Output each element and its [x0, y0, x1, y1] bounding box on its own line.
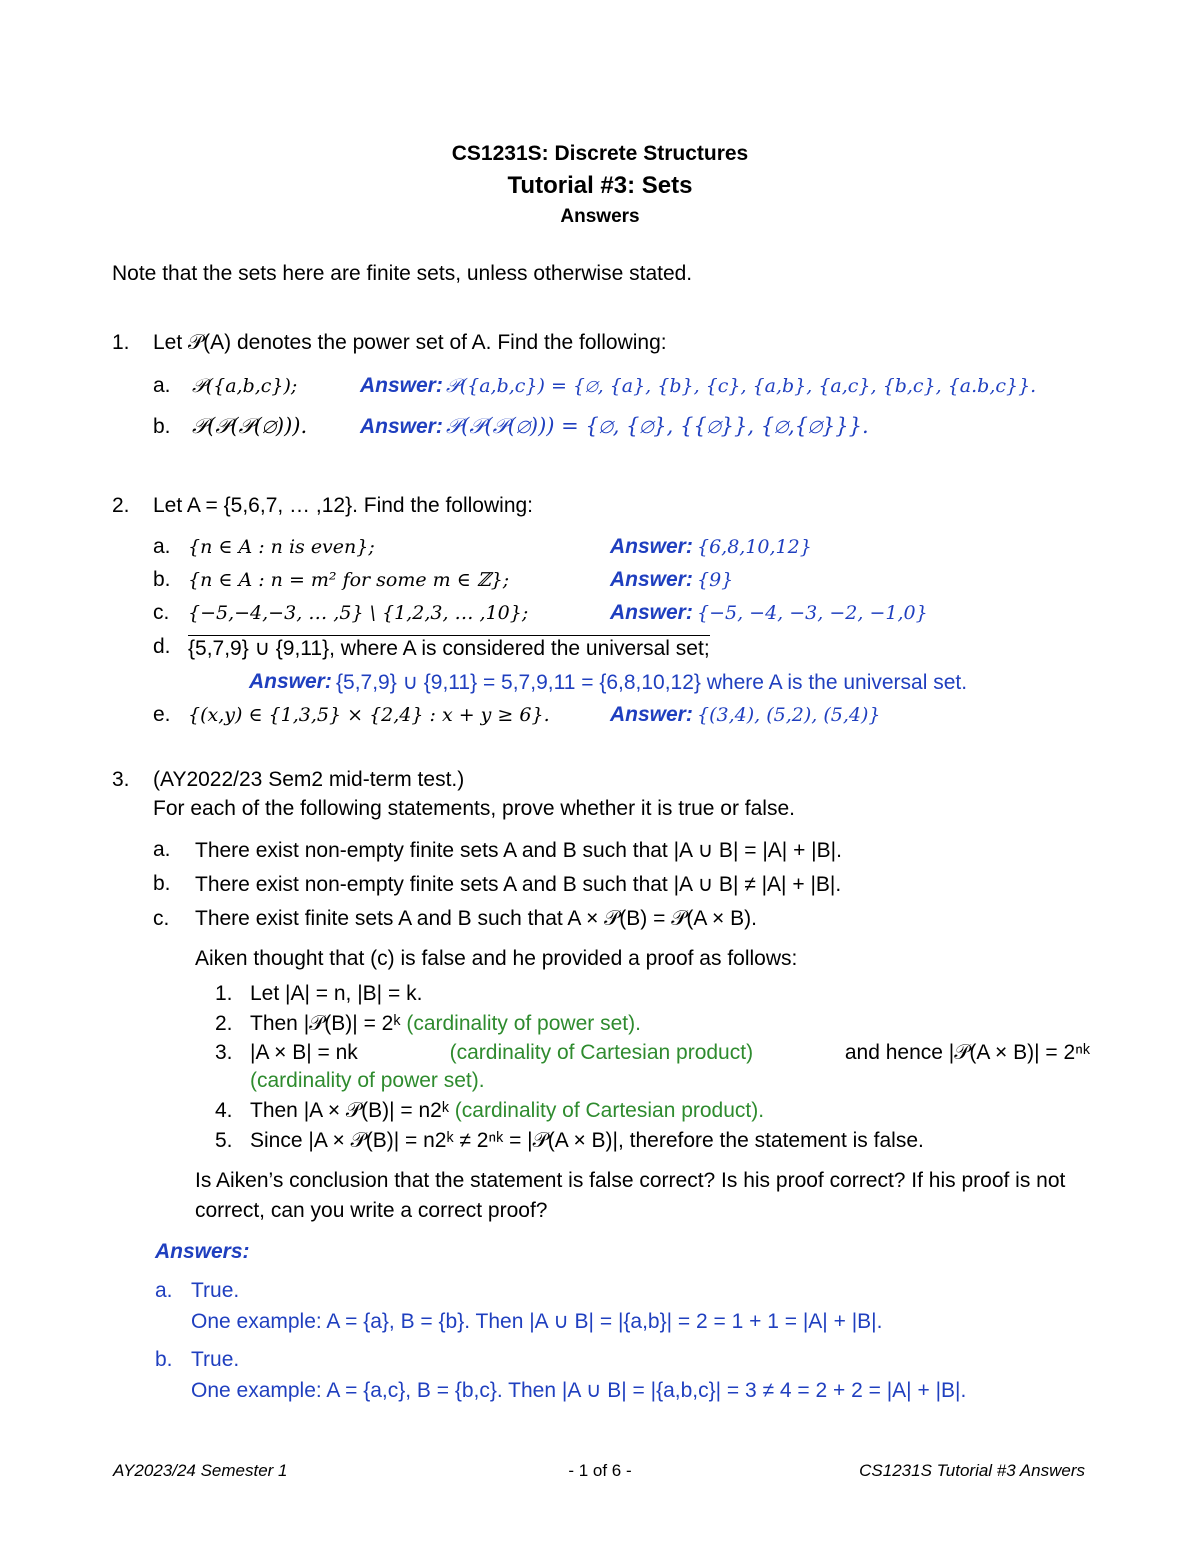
tutorial-title: Tutorial #3: Sets	[507, 172, 693, 199]
q3b-statement: There exist non-empty finite sets A and B such that |A ∪ B| ≠ |A| + |B|.	[195, 873, 842, 896]
proof-step-3-note: (cardinality of Cartesian product)	[449, 1041, 754, 1064]
q3c-statement: There exist finite sets A and B such that A × 𝒫(B) = 𝒫(A × B).	[195, 907, 757, 930]
q2d-answer-label: Answer:	[249, 670, 332, 693]
proof-step-5-num: 5.	[215, 1129, 233, 1152]
answers-label: Answers:	[155, 1240, 250, 1263]
q1b-expr: 𝒫(𝒫(𝒫(∅))).	[192, 414, 308, 438]
q2e-label: e.	[153, 703, 171, 726]
aiken-intro: Aiken thought that (c) is false and he provided a proof as follows:	[195, 947, 798, 970]
proof-step-2-num: 2.	[215, 1012, 233, 1035]
course-title: CS1231S: Discrete Structures	[451, 142, 749, 165]
q1b-answer: 𝒫(𝒫(𝒫(∅))) = {∅, {∅}, {{∅}}, {∅,{∅}}}.	[446, 414, 869, 438]
q2d-label: d.	[153, 635, 171, 658]
proof-step-4-note: (cardinality of Cartesian product).	[454, 1099, 765, 1122]
answer-b-label: b.	[155, 1348, 173, 1371]
q2e-answer-label: Answer:	[610, 703, 693, 726]
q1a-label: a.	[153, 374, 171, 397]
q2-prompt: Let A = {5,6,7, … ,12}. Find the following:	[153, 494, 534, 517]
q2a-answer: {6,8,10,12}	[697, 536, 812, 558]
q3-prompt: For each of the following statements, prove whether it is true or false.	[153, 797, 795, 820]
answer-a-verdict: True.	[191, 1279, 240, 1302]
q2b-answer-label: Answer:	[610, 568, 693, 591]
proof-step-4-num: 4.	[215, 1099, 233, 1122]
q2c-answer: {−5, −4, −3, −2, −1,0}	[697, 602, 928, 624]
q2d-expr: {5,7,9} ∪ {9,11}, where A is considered the universal set;	[188, 637, 710, 660]
proof-step-2-note: (cardinality of power set).	[406, 1012, 641, 1035]
q3b-label: b.	[153, 872, 171, 895]
q2b-label: b.	[153, 568, 171, 591]
q3c-label: c.	[153, 907, 170, 930]
footer-page: - 1 of 6 -	[568, 1461, 632, 1480]
q3-number: 3.	[112, 768, 130, 791]
q2a-expr: {n ∈ A : n is even};	[188, 536, 375, 558]
q2-number: 2.	[112, 494, 130, 517]
question-line-2: correct, can you write a correct proof?	[195, 1199, 548, 1222]
q3a-statement: There exist non-empty finite sets A and B such that |A ∪ B| = |A| + |B|.	[195, 839, 842, 862]
answer-b-example: One example: A = {a,c}, B = {b,c}. Then |A ∪ B| = |{a,b,c}| = 3 ≠ 4 = 2 + 2 = |A| + |B|.	[191, 1379, 967, 1402]
q2c-label: c.	[153, 601, 170, 624]
q1-prompt: Let 𝒫(A) denotes the power set of A. Find the following:	[153, 331, 667, 354]
q1a-expr: 𝒫({a,b,c});	[192, 375, 298, 397]
proof-step-2-text: Then |𝒫(B)| = 2ᵏ	[250, 1012, 401, 1035]
answer-a-label: a.	[155, 1279, 173, 1302]
q3-source: (AY2022/23 Sem2 mid-term test.)	[153, 768, 465, 791]
q1b-label: b.	[153, 415, 171, 438]
q2b-answer: {9}	[697, 569, 734, 591]
q2e-expr: {(x,y) ∈ {1,3,5} × {2,4} : x + y ≥ 6}.	[188, 704, 550, 726]
q2c-answer-label: Answer:	[610, 601, 693, 624]
q2c-expr: {−5,−4,−3, … ,5} \ {1,2,3, … ,10};	[188, 602, 529, 624]
proof-step-4	[250, 1099, 764, 1123]
proof-step-3	[250, 1041, 1090, 1093]
proof-step-3-note2: (cardinality of power set).	[250, 1069, 485, 1092]
proof-step-3-tail: and hence |𝒫(A × B)| = 2ⁿᵏ	[844, 1041, 1090, 1064]
proof-step-1-num: 1.	[215, 982, 233, 1005]
proof-step-1: Let |A| = n, |B| = k.	[250, 982, 423, 1005]
answer-a-example: One example: A = {a}, B = {b}. Then |A ∪ B| = |{a,b}| = 2 = 1 + 1 = |A| + |B|.	[191, 1310, 883, 1333]
question-line-1: Is Aiken’s conclusion that the statement is false correct? Is his proof correct? If his proof is not	[195, 1169, 1066, 1192]
q1-number: 1.	[112, 331, 130, 354]
footer-doc-title: CS1231S Tutorial #3 Answers	[859, 1461, 1085, 1480]
q2e-answer: {(3,4), (5,2), (5,4)}	[697, 704, 881, 726]
proof-step-5: Since |A × 𝒫(B)| = n2ᵏ ≠ 2ⁿᵏ = |𝒫(A × B)|, therefore the statement is false.	[250, 1129, 924, 1152]
proof-step-2	[250, 1012, 641, 1036]
note: Note that the sets here are finite sets, unless otherwise stated.	[112, 262, 693, 285]
q3a-label: a.	[153, 838, 171, 861]
answer-b-verdict: True.	[191, 1348, 240, 1371]
q2d-answer: {5,7,9} ∪ {9,11} = 5,7,9,11 = {6,8,10,12} where A is the universal set.	[336, 671, 968, 694]
proof-step-3-num: 3.	[215, 1041, 233, 1064]
proof-step-3-text: |A × B| = nk	[250, 1041, 358, 1064]
q2b-expr: {n ∈ A : n = m² for some m ∈ ℤ};	[188, 569, 510, 591]
q1a-answer-label: Answer:	[360, 374, 443, 397]
q2a-answer-label: Answer:	[610, 535, 693, 558]
q2a-label: a.	[153, 535, 171, 558]
footer-semester: AY2023/24 Semester 1	[113, 1461, 288, 1480]
proof-step-4-text: Then |A × 𝒫(B)| = n2ᵏ	[250, 1099, 449, 1122]
q1a-answer: 𝒫({a,b,c}) = {∅, {a}, {b}, {c}, {a,b}, {a,c}, {b,c}, {a.b,c}}.	[446, 375, 1037, 397]
subtitle: Answers	[560, 206, 640, 227]
q1b-answer-label: Answer:	[360, 415, 443, 438]
